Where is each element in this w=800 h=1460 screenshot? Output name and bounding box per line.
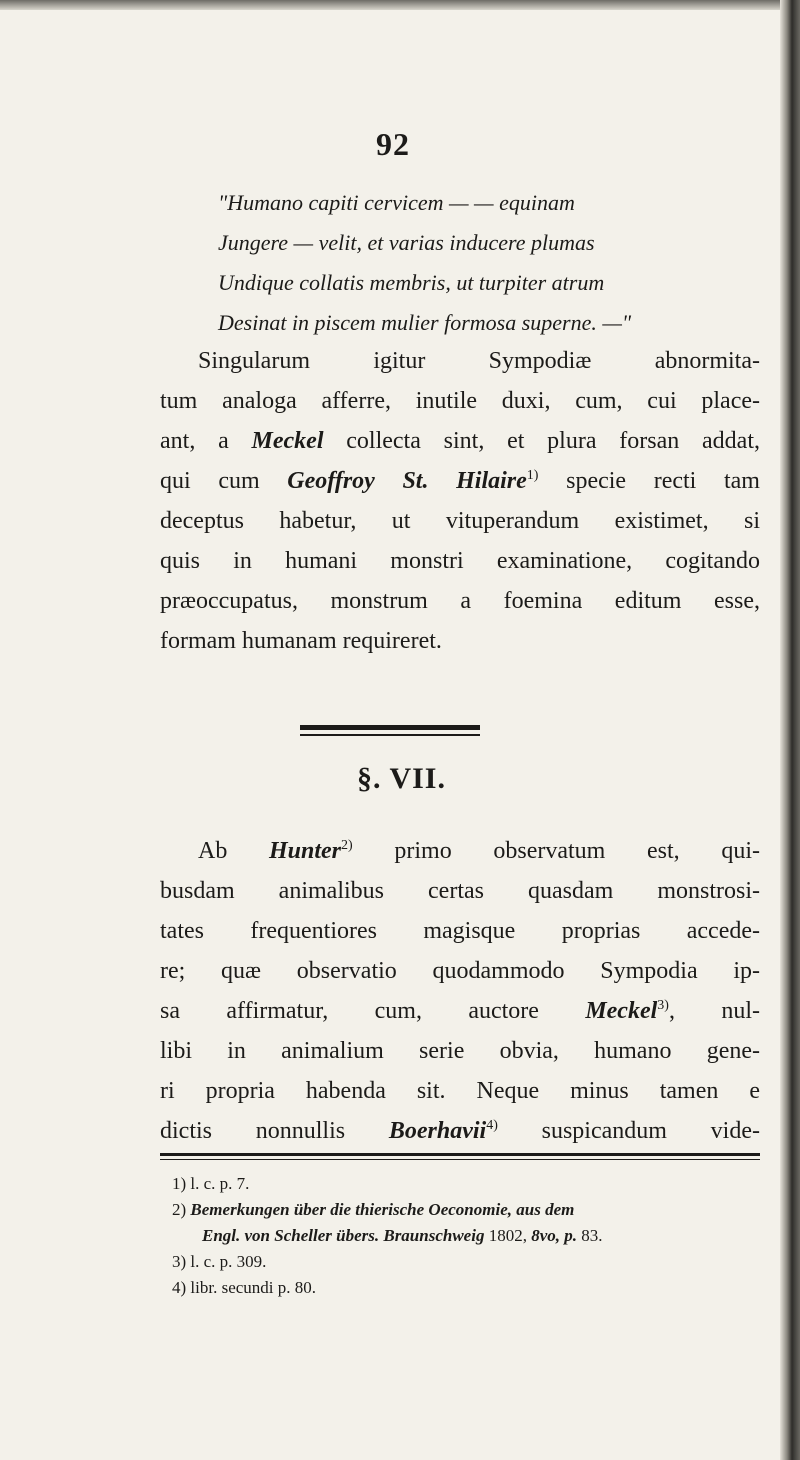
footnote-ref-2[interactable]: 2) <box>341 838 353 853</box>
paragraph-line: formam humanam requireret. <box>160 628 442 654</box>
text-run: suspicandum vide- <box>497 1118 760 1144</box>
text-run: ant, a <box>160 428 252 454</box>
page-number: 92 <box>376 126 410 162</box>
author-name-meckel: Meckel <box>585 998 658 1024</box>
footnote-ref-1[interactable]: 1) <box>526 468 539 483</box>
paragraph-line <box>160 831 760 871</box>
author-name-meckel: Meckel <box>251 428 324 454</box>
paragraph-line <box>160 421 760 461</box>
paragraph-line <box>160 991 760 1031</box>
paragraph-line: tum analoga afferre, inutile duxi, cum, cui place- <box>160 388 760 414</box>
verse-line-4: Desinat in piscem mulier formosa superne. —" <box>218 310 632 335</box>
section-divider <box>300 725 480 736</box>
divider-thick-line <box>300 725 480 730</box>
paragraph-line: quis in humani monstri examinatione, cogitando <box>160 548 760 574</box>
footnote-divider <box>160 1153 760 1160</box>
footnote-4: 4) libr. secundi p. 80. <box>172 1278 317 1297</box>
author-name-geoffroy: Geoffroy St. Hilaire <box>287 468 527 494</box>
paragraph-1 <box>160 341 760 661</box>
verse-line-3: Undique collatis membris, ut turpiter atrum <box>218 270 605 295</box>
footnote-citation-format: 8vo, p. <box>531 1226 577 1245</box>
paragraph-line: busdam animalibus certas quasdam monstrosi- <box>160 878 760 904</box>
page-top-edge <box>0 0 800 10</box>
footnote-ref-4[interactable]: 4) <box>486 1118 498 1133</box>
divider-thick-line <box>160 1153 760 1156</box>
footnote-2-continuation <box>172 1223 772 1249</box>
paragraph-line <box>160 461 760 501</box>
text-run: qui cum <box>160 468 288 494</box>
text-run: Ab <box>198 838 269 864</box>
paragraph-line: ri propria habenda sit. Neque minus tamen e <box>160 1078 760 1104</box>
paragraph-line: tates frequentiores magisque proprias accede- <box>160 918 760 944</box>
text-run: 83. <box>577 1226 603 1245</box>
text-run: specie recti tam <box>538 468 760 494</box>
divider-thin-line <box>160 1159 760 1160</box>
paragraph-line <box>160 1111 760 1151</box>
paragraph-line: re; quæ observatio quodammodo Sympodia ip- <box>160 958 760 984</box>
author-name-hunter: Hunter <box>269 838 342 864</box>
footnote-ref-3[interactable]: 3) <box>657 998 669 1013</box>
text-run: 1802, <box>484 1226 532 1245</box>
paragraph-line: libi in animalium serie obvia, humano gene- <box>160 1038 760 1064</box>
verse-line-1: "Humano capiti cervicem — — equinam <box>218 190 575 215</box>
footnote-citation-title: Bemerkungen über die thierische Oeconomie, aus dem <box>190 1200 575 1219</box>
paragraph-line: Singularum igitur Sympodiæ abnormita- <box>198 348 760 374</box>
text-run: dictis nonnullis <box>160 1118 389 1144</box>
paragraph-line: deceptus habetur, ut vituperandum existimet, si <box>160 508 760 534</box>
footnote-3: 3) l. c. p. 309. <box>172 1252 267 1271</box>
page-binding-edge <box>780 0 800 1460</box>
text-run: sa affirmatur, cum, auctore <box>160 998 586 1024</box>
footnote-number: 2) <box>172 1200 191 1219</box>
footnote-1: 1) l. c. p. 7. <box>172 1174 250 1193</box>
divider-thin-line <box>300 734 480 736</box>
text-run: collecta sint, et plura forsan addat, <box>323 428 760 454</box>
footnote-2 <box>172 1197 772 1223</box>
verse-quotation <box>218 183 698 343</box>
footnotes <box>172 1171 772 1301</box>
paragraph-line: præoccupatus, monstrum a foemina editum esse, <box>160 588 760 614</box>
section-heading: §. VII. <box>357 762 446 795</box>
paragraph-2 <box>160 831 760 1151</box>
footnote-citation-publisher: Engl. von Scheller übers. Braunschweig <box>202 1226 485 1245</box>
text-run: , nul- <box>668 998 760 1024</box>
verse-line-2: Jungere — velit, et varias inducere plumas <box>218 230 595 255</box>
author-name-boerhaave: Boerhavii <box>388 1118 487 1144</box>
text-run: primo observatum est, qui- <box>352 838 760 864</box>
